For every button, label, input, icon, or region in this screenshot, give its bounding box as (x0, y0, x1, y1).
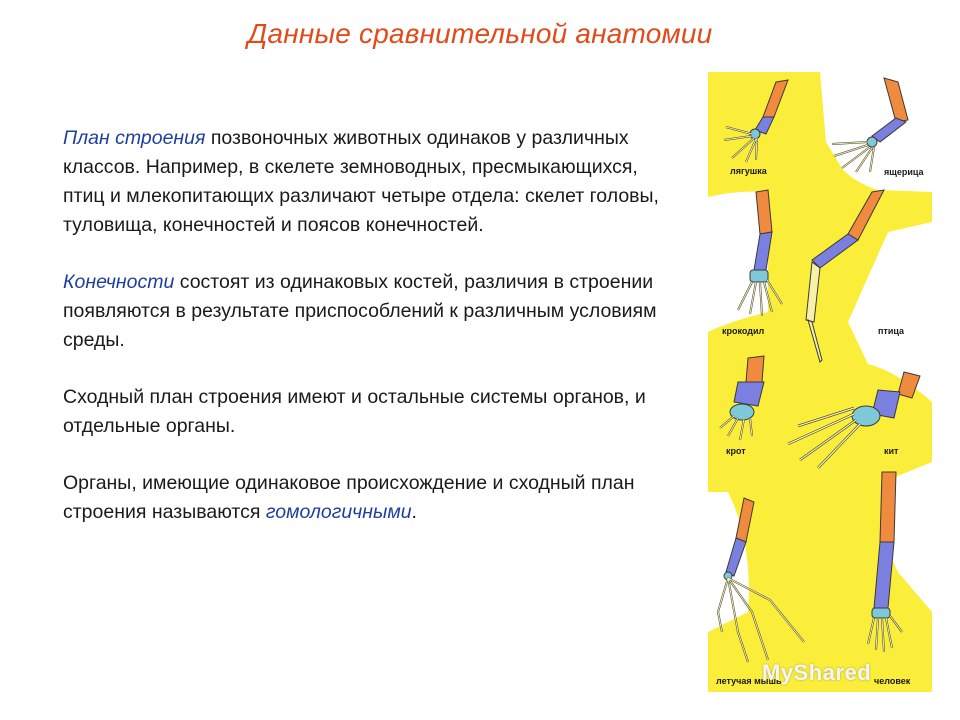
label-whale: кит (884, 446, 899, 456)
frog-limb-icon (724, 80, 788, 162)
highlight-term: План строения (63, 127, 206, 149)
limb-skeletons-drawing (708, 72, 932, 692)
body-text (63, 124, 663, 555)
label-crocodile: крокодил (722, 326, 765, 336)
paragraph-text: Органы, имеющие одинаковое происхождение и сходный план строения называются (63, 472, 635, 523)
label-frog: лягушка (730, 166, 767, 176)
label-lizard: ящерица (884, 167, 924, 177)
paragraph-text: Сходный план строения имеют и остальные системы органов, и отдельные органы. (63, 386, 646, 437)
label-mole: крот (726, 446, 746, 456)
watermark: MyShared (762, 660, 872, 685)
paragraph-2 (63, 268, 663, 355)
paragraph-end: . (411, 501, 417, 523)
label-bird: птица (878, 326, 905, 336)
limb-skeletons-figure (708, 72, 932, 692)
highlight-term: Конечности (63, 271, 175, 293)
paragraph-text: состоят из одинаковых костей, различия в строении появляются в результате приспособлений к различным условиям среды. (63, 271, 657, 351)
mole-limb-icon (720, 356, 764, 440)
paragraph-1 (63, 124, 663, 240)
whale-limb-icon (788, 372, 920, 468)
paragraph-4 (63, 469, 663, 527)
paragraph-3 (63, 383, 663, 441)
highlight-term: гомологичными (265, 501, 412, 523)
slide-title: Данные сравнительной анатомии (247, 18, 713, 49)
label-bat: летучая мышь (716, 676, 782, 686)
paragraph-text: позвоночных животных одинаков у различных классов. Например, в скелете земноводных, пресмыкающихся, птиц и млекопитающих различают четыре отдела: скелет головы, туловища, конечностей и поясов конечностей. (63, 127, 659, 236)
label-human: человек (874, 676, 911, 686)
